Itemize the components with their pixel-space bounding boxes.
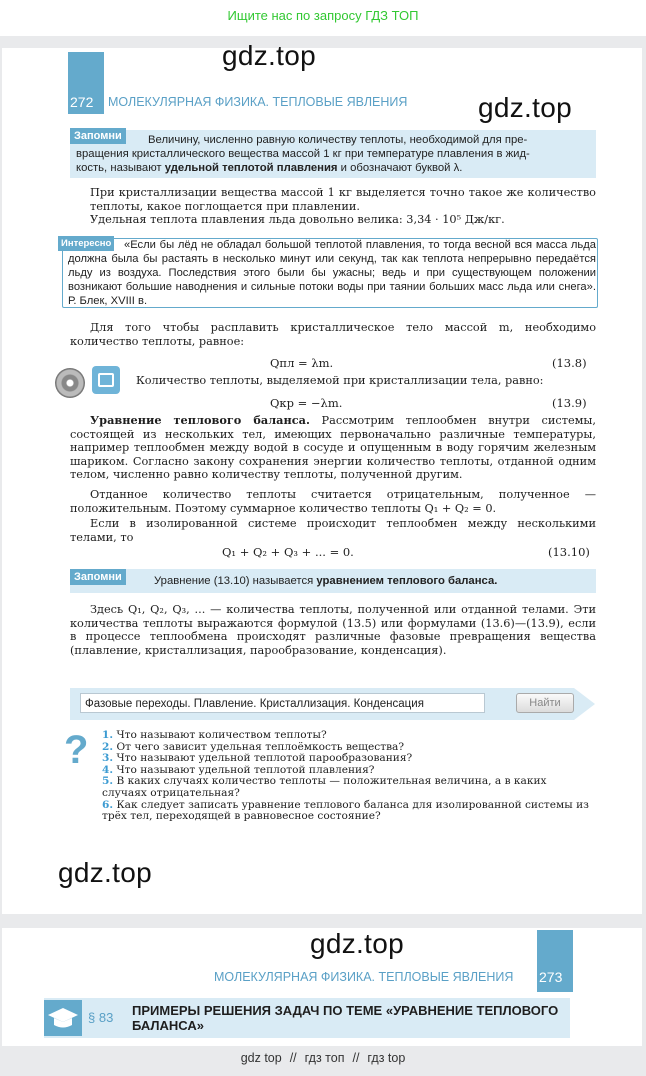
paragraph: Для того чтобы расплавить кристаллическое тело массой m, необходимо количество теплоты, равное: [70,321,596,348]
paragraph: Удельная теплота плавления льда довольно велика: 3,34 · 10⁵ Дж/кг. [90,213,505,226]
watermark: gdz.top [310,928,404,959]
watermark: gdz.top [58,857,152,888]
remember-line: кость, называют удельной теплотой плавления и обозначают буквой λ. [76,162,463,174]
search-button[interactable]: Найти [516,693,574,713]
formula-melting: Qпл = λm. [270,356,334,370]
question-item: 5. В каких случаях количество теплоты — положительная величина, а в каких случаях отрицательная? [102,775,547,799]
question-list [102,730,592,823]
formula-number: (13.9) [552,396,587,410]
bottom-links [0,1051,646,1065]
running-head: МОЛЕКУЛЯРНАЯ ФИЗИКА. ТЕПЛОВЫЕ ЯВЛЕНИЯ [214,970,514,984]
interesting-quote: «Если бы лёд не обладал большой теплотой плавления, то тогда весной вся масса льда должна была бы растаять в несколько минут или секунд, так как теплота непрерывно передаётся льду из воздуха. Последствия этого были бы ужасны; ведь и при существующем положении возникают большие наводнения и сильные потоки воды при таянии больших масс льда или снега». Р. Блек, XVIII в. [68,239,596,307]
remember-line: Величину, численно равную количеству теплоты, необходимой для пре- [148,134,528,146]
graduation-cap-icon [44,1000,82,1036]
disc-icon[interactable] [55,368,85,398]
watermark: gdz.top [478,92,572,123]
page-number: 272 [70,94,94,110]
formula-number: (13.10) [548,545,590,559]
remember-line: вращения кристаллического вещества массой 1 кг при температуре плавления в жид- [76,148,530,160]
paragraph: Если в изолированной системе происходит теплообмен между несколькими телами, то [70,517,596,544]
separator: // [289,1051,297,1065]
paragraph-heat-balance: Уравнение теплового баланса. Рассмотрим теплообмен внутри системы, состоящей из нескольких тел, имеющих первоначально различные температуры, например теплообмен между водой в сосуде и опущенным в воду горячим железным шариком. Согласно закону сохранения энергии количество теплоты, отданной одним телом, численно равно количеству теплоты, полученной другим. [70,413,597,482]
page-number: 273 [539,969,563,985]
remember-text: Уравнение (13.10) называется уравнением теплового баланса. [154,575,498,587]
question-item: 6. Как следует записать уравнение теплового баланса для изолированной системы из трёх тел, переходящей в равновесное состояние? [102,798,589,823]
interesting-label: Интересно [58,236,114,251]
remember-label: Запомни [70,128,126,144]
paragraph: Количество теплоты, выделяемой при кристаллизации тела, равно: [136,374,544,387]
section-title: ПРИМЕРЫ РЕШЕНИЯ ЗАДАЧ ПО ТЕМЕ «УРАВНЕНИЕ ТЕПЛОВОГО БАЛАНСА» [132,1003,559,1033]
watermark: gdz.top [222,40,316,71]
question-mark-icon: ? [64,728,89,772]
section-number: § 83 [88,1010,114,1025]
paragraph: При кристаллизации вещества массой 1 кг выделяется точно такое же количество теплоты, какое поглощается при плавлении. [90,186,596,213]
top-banner-text[interactable]: Ищите нас по запросу ГДЗ ТОП [227,8,419,23]
remember-label: Запомни [70,569,126,585]
question-item: 3. Что называют удельной теплотой парообразования? [102,752,413,765]
formula-balance: Q₁ + Q₂ + Q₃ + ... = 0. [222,545,354,559]
running-head: МОЛЕКУЛЯРНАЯ ФИЗИКА. ТЕПЛОВЫЕ ЯВЛЕНИЯ [108,95,408,109]
paragraph: Отданное количество теплоты считается отрицательным, полученное — положительным. Поэтому суммарное количество теплоты Q₁ + Q₂ = 0. [70,488,596,515]
video-icon[interactable] [92,366,120,394]
question-item: 1. Что называют количеством теплоты? [102,729,327,741]
search-input[interactable]: Фазовые переходы. Плавление. Кристаллизация. Конденсация [80,693,485,713]
paragraph: Здесь Q₁, Q₂, Q₃, ... — количества теплоты, полученной или отданной телами. Эти количества теплоты выражаются формулой (13.5) или формулами (13.6)—(13.9), если в процессе теплообмена происходят различные фазовые превращения вещества (плавление, кристаллизация, парообразование, конденсация). [70,603,596,657]
bottom-link[interactable]: gdz top [240,1051,282,1065]
question-item: 2. От чего зависит удельная теплоёмкость вещества? [102,740,405,753]
bottom-link[interactable]: гдз топ [304,1051,345,1065]
formula-crystallization: Qкр = −λm. [270,396,343,410]
separator: // [352,1051,360,1065]
formula-number: (13.8) [552,356,587,370]
bottom-link[interactable]: гдз top [367,1051,406,1065]
question-item: 4. Что называют удельной теплотой плавления? [102,763,375,776]
